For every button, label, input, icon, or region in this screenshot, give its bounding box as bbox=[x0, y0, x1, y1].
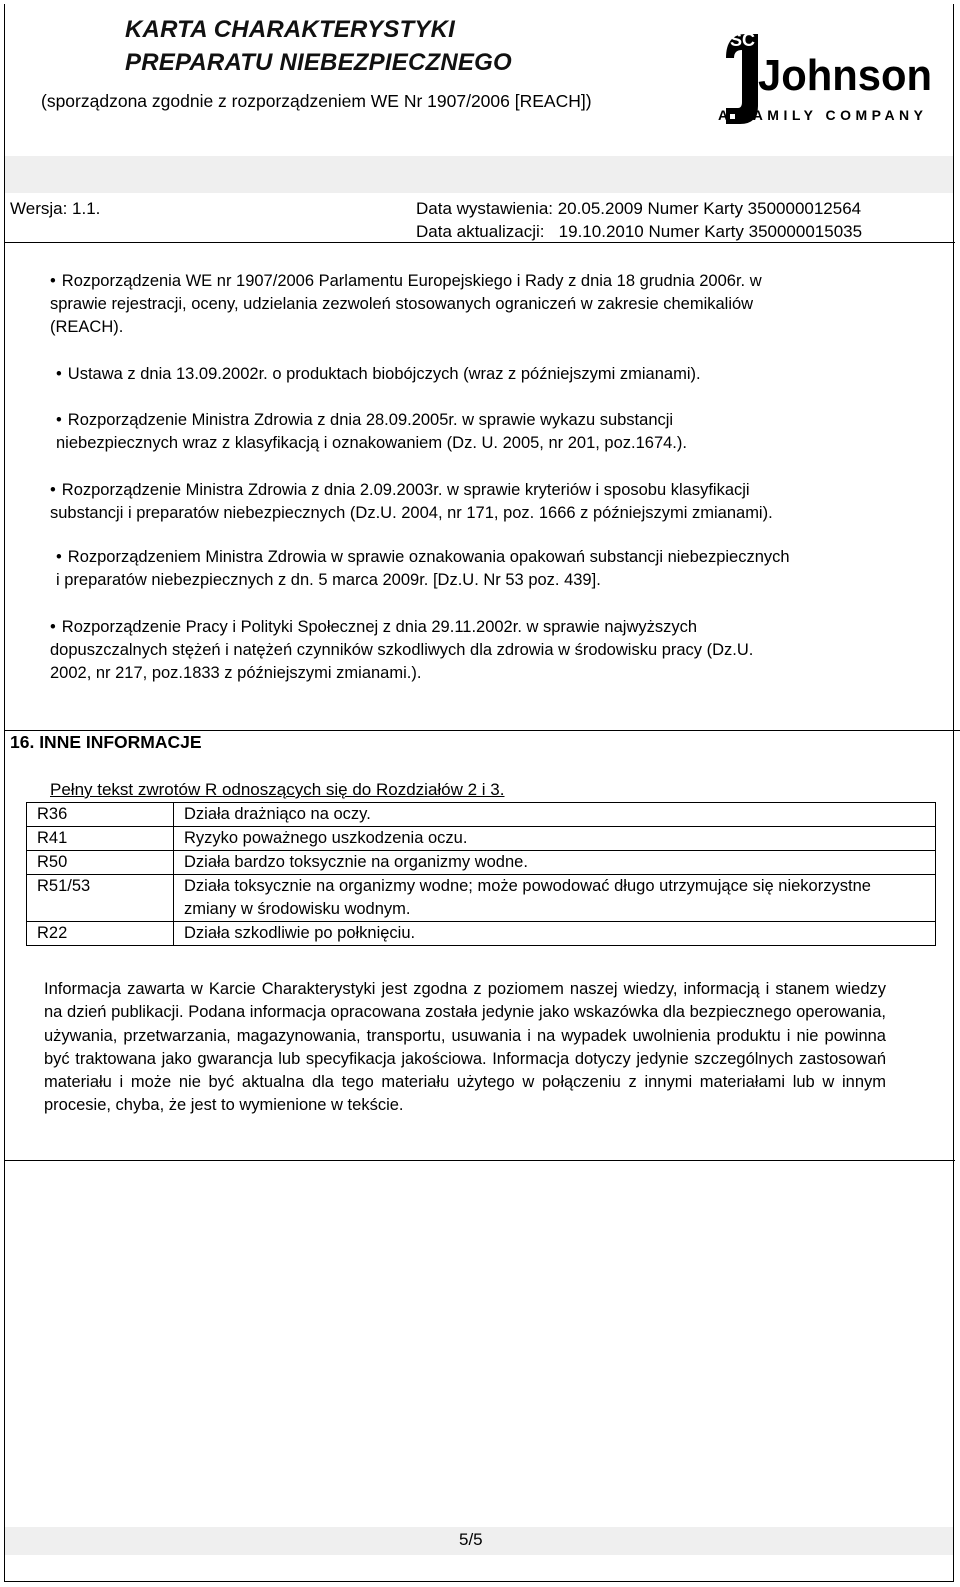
r-text-cell: Ryzyko poważnego uszkodzenia oczu. bbox=[174, 827, 936, 851]
logo-johnson-text: Johnson bbox=[758, 51, 932, 100]
regulation-text: Rozporządzenie Ministra Zdrowia z dnia 2.09.2003r. w sprawie kryteriów i sposobu klasyfikacji substancji i preparatów niebezpiecznych (Dz.U. 2004, nr 171, poz. 1666 z późniejszymi zmianami). bbox=[50, 481, 773, 522]
page-number: 5/5 bbox=[459, 1530, 483, 1549]
bullet-glyph: • bbox=[50, 272, 56, 290]
bullet-glyph: • bbox=[50, 618, 56, 636]
r-code-cell: R41 bbox=[27, 827, 174, 851]
r-text-cell: Działa szkodliwie po połknięciu. bbox=[174, 922, 936, 946]
r-phrases-table bbox=[26, 802, 936, 946]
r-text-cell: Działa drażniąco na oczy. bbox=[174, 803, 936, 827]
r-text-cell: Działa bardzo toksycznie na organizmy wodne. bbox=[174, 851, 936, 875]
regulation-item bbox=[50, 270, 950, 339]
bullet-glyph: • bbox=[56, 548, 62, 566]
r-code-cell: R50 bbox=[27, 851, 174, 875]
r-phrases-caption: Pełny tekst zwrotów R odnoszących się do Rozdziałów 2 i 3. bbox=[50, 780, 505, 799]
sc-johnson-logo bbox=[718, 28, 936, 128]
disclaimer-paragraph: Informacja zawarta w Karcie Charakterystyki jest zgodna z poziomem naszej wiedzy, informacją i stanem wiedzy na dzień publikacji. Podana informacja opracowana została jedynie jako wskazówka dla bezpiecznego operowania, używania, przetwarzania, magazynowania, transportu, usuwania i na wypadek uwolnienia produktu i nie powinna być traktowana jako gwarancja lub specyfikacja jakościowa. Informacja dotyczy jedynie szczególnych zastosowań materiału i może nie być aktualna dla tego materiału użytego w połączeniu z innymi materiałami lub w innym procesie, chyba, że jest to wymienione w tekście. bbox=[44, 980, 886, 1115]
document-title-line2: PREPARATU NIEBEZPIECZNEGO bbox=[125, 49, 512, 76]
document-title-line1: KARTA CHARAKTERYSTYKI bbox=[125, 16, 455, 43]
r-code-cell: R36 bbox=[27, 803, 174, 827]
content-end-divider bbox=[5, 1160, 955, 1161]
header-gray-band bbox=[5, 156, 953, 193]
issue-date-line: Data wystawienia: 20.05.2009 Numer Karty 350000012564 bbox=[416, 199, 862, 218]
regulation-text: Rozporządzenie Pracy i Polityki Społecznej z dnia 29.11.2002r. w sprawie najwyższych dopuszczalnych stężeń i natężeń czynników szkodliwych dla zdrowia w środowisku pracy (Dz.U. 2002, nr 217, poz.1833 z późniejszymi zmianami.). bbox=[50, 618, 754, 682]
regulation-item bbox=[56, 363, 956, 386]
regulation-text: Ustawa z dnia 13.09.2002r. o produktach biobójczych (wraz z późniejszymi zmianami). bbox=[67, 365, 701, 383]
r-code-cell: R22 bbox=[27, 922, 174, 946]
version-label: Wersja: 1.1. bbox=[10, 199, 101, 218]
update-date-line: Data aktualizacji: 19.10.2010 Numer Karty 350000015035 bbox=[416, 222, 863, 241]
r-code-cell: R51/53 bbox=[27, 875, 174, 922]
section-16-title: 16. INNE INFORMACJE bbox=[10, 732, 202, 752]
logo-sc-text: SC bbox=[730, 30, 756, 50]
regulation-text: Rozporządzeniem Ministra Zdrowia w sprawie oznakowania opakowań substancji niebezpiecznych i preparatów niebezpiecznych z dn. 5 marca 2009r. [Dz.U. Nr 53 poz. 439]. bbox=[56, 548, 790, 589]
logo-tagline-text: A FAMILY COMPANY bbox=[718, 107, 923, 123]
regulation-text: Rozporządzenie Ministra Zdrowia z dnia 28.09.2005r. w sprawie wykazu substancji niebezpiecznych wraz z klasyfikacją i oznakowaniem (Dz. U. 2005, nr 201, poz.1674.). bbox=[56, 411, 687, 452]
regulation-item bbox=[50, 616, 950, 685]
r-text-cell: Działa toksycznie na organizmy wodne; może powodować długo utrzymujące się niekorzystne zmiany w środowisku wodnym. bbox=[174, 875, 936, 922]
regulation-item bbox=[56, 409, 956, 455]
bullet-glyph: • bbox=[56, 411, 62, 429]
table-row bbox=[27, 827, 936, 851]
table-row bbox=[27, 803, 936, 827]
regulation-item bbox=[50, 479, 950, 525]
bullet-glyph: • bbox=[56, 365, 62, 383]
table-row bbox=[27, 875, 936, 922]
header-divider bbox=[5, 242, 955, 243]
section-divider bbox=[5, 730, 960, 731]
regulation-item bbox=[56, 546, 956, 592]
table-row bbox=[27, 922, 936, 946]
bullet-glyph: • bbox=[50, 481, 56, 499]
regulation-text: Rozporządzenia WE nr 1907/2006 Parlamentu Europejskiego i Rady z dnia 18 grudnia 2006r. w sprawie rejestracji, oceny, udzielania zezwoleń stosowanych ograniczeń w zakresie chemikaliów (REACH). bbox=[50, 272, 762, 336]
document-subtitle: (sporządzona zgodnie z rozporządzeniem WE Nr 1907/2006 [REACH]) bbox=[41, 91, 592, 111]
table-row bbox=[27, 851, 936, 875]
